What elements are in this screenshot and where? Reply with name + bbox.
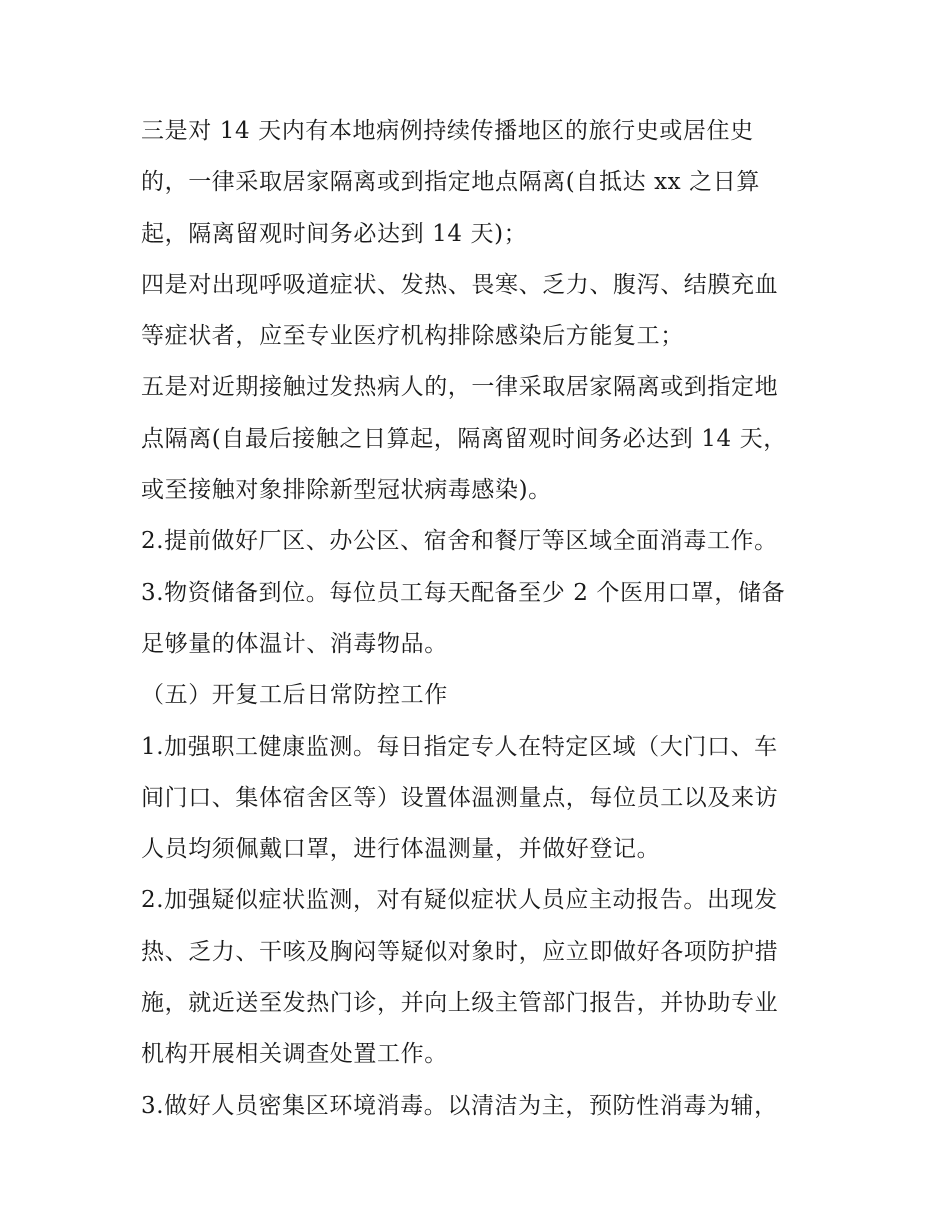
text-line: 起，隔离留观时间务必达到 14 天)； xyxy=(141,220,528,247)
text-line: 点隔离(自最后接触之日算起，隔离留观时间务必达到 14 天， xyxy=(141,425,787,452)
text-line: 五是对近期接触过发热病人的，一律采取居家隔离或到指定地 xyxy=(141,374,779,401)
text-line: 热、乏力、干咳及胸闷等疑似对象时，应立即做好各项防护措 xyxy=(141,938,779,965)
text-line: 等症状者，应至专业医疗机构排除感染后方能复工； xyxy=(141,323,684,350)
text-line: 1.加强职工健康监测。每日指定专人在特定区域（大门口、车 xyxy=(141,733,778,760)
text-line: 四是对出现呼吸道症状、发热、畏寒、乏力、腹泻、结膜充血 xyxy=(141,271,779,298)
text-line: 机构开展相关调查处置工作。 xyxy=(141,1041,448,1068)
text-line: 施，就近送至发热门诊，并向上级主管部门报告，并协助专业 xyxy=(141,990,779,1017)
text-line: 的，一律采取居家隔离或到指定地点隔离(自抵达 xx 之日算 xyxy=(141,169,760,196)
section-heading: （五）开复工后日常防控工作 xyxy=(141,682,448,709)
text-line: 三是对 14 天内有本地病例持续传播地区的旅行史或居住史 xyxy=(141,118,754,144)
text-line: 人员均须佩戴口罩，进行体温测量，并做好登记。 xyxy=(141,836,661,863)
text-line: 3.物资储备到位。每位员工每天配备至少 2 个医用口罩，储备 xyxy=(141,579,786,606)
text-line: 3.做好人员密集区环境消毒。以清洁为主，预防性消毒为辅， xyxy=(141,1092,778,1119)
text-line: 间门口、集体宿舍区等）设置体温测量点，每位员工以及来访 xyxy=(141,784,779,811)
text-line: 足够量的体温计、消毒物品。 xyxy=(141,630,448,657)
document-body xyxy=(141,106,841,1132)
text-line: 2.提前做好厂区、办公区、宿舍和餐厅等区域全面消毒工作。 xyxy=(141,528,778,555)
text-line: 2.加强疑似症状监测，对有疑似症状人员应主动报告。出现发 xyxy=(141,887,778,914)
text-line: 或至接触对象排除新型冠状病毒感染)。 xyxy=(141,477,552,504)
